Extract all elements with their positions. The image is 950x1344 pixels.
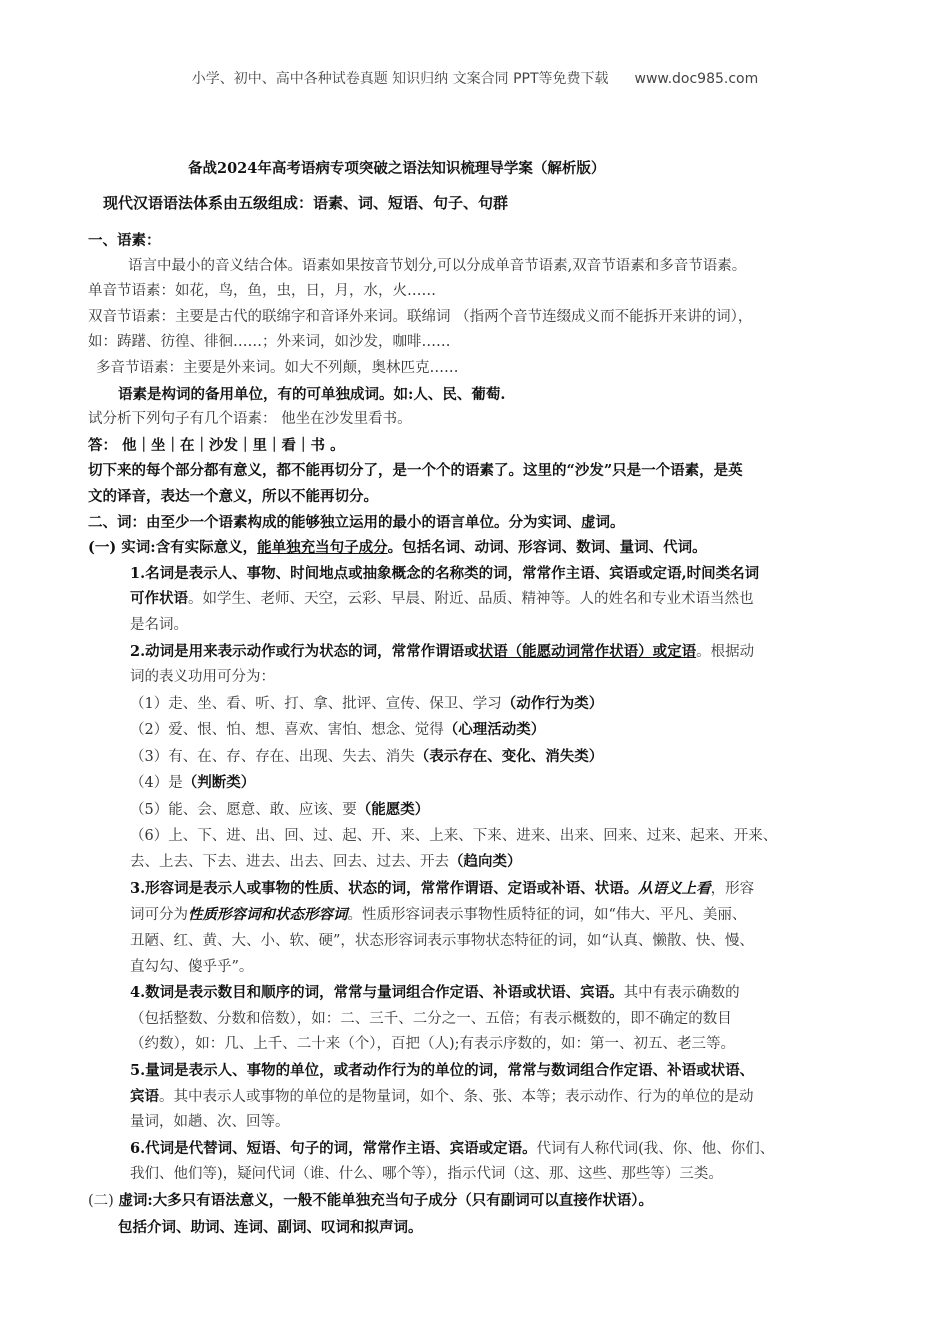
document-subtitle: 现代汉语语法体系由五级组成：语素、词、短语、句子、句群 [103, 194, 509, 212]
numeral-line-2: （包括整数、分数和倍数），如：二、三千、二分之一、五倍；有表示概数的，即不确定的数目 [130, 1010, 732, 1027]
function-word-list: 包括介词、助词、连词、副词、叹词和拟声词。 [118, 1218, 423, 1236]
noun-line-2 [130, 586, 878, 613]
verb-tail: 。根据动 [696, 643, 755, 660]
verb-list-item: （4）是（判断类） [130, 774, 256, 792]
function-word-heading: (二) 虚词:大多只有语法意义，一般不能单独充当句子成分（只有副词可以直接作状语）。 [88, 1191, 654, 1209]
noun-bold-text: 可作状语 [130, 590, 188, 608]
verb-list-item: （1）走、坐、看、听、打、拿、批评、宣传、保卫、学习（动作行为类） [130, 694, 604, 712]
numeral-line-3: （约数），如：几、上千、二十来（个），百把（人);有表示序数的，如：第一、初五、老三等。 [130, 1036, 736, 1053]
numeral-line-1: 4.数词是表示数目和顺序的词，常常与量词组合作定语、补语或状语、宾语。其中有表示确数的 [130, 984, 740, 1002]
header-text: 小学、初中、高中各种试卷真题 知识归纳 文案合同 PPT等免费下载 [191, 71, 609, 87]
adjective-line-4: 直勾勾、傻乎乎”。 [130, 958, 254, 975]
adjective-line-2: 词可分为性质形容词和状态形容词。性质形容词表示事物性质特征的词，如“伟大、平凡、美丽、 [130, 906, 747, 924]
question-text: 试分析下列句子有几个语素： 他坐在沙发里看书。 [88, 411, 412, 428]
morpheme-definition: 语言中最小的音义结合体。语素如果按音节划分,可以分成单音节语素,双音节语素和多音节语素。 [128, 257, 747, 274]
document-title: 备战2024年高考语病专项突破之语法知识梳理导学案（解析版） [188, 160, 606, 177]
pronoun-line-2: 我们、他们等)，疑问代词（谁、什么、哪个等），指示代词（这、那、这些、那些等）三类。 [130, 1166, 723, 1183]
verb-bold-text: 2.动词是用来表示动作或行为状态的词，常常作谓语或 [130, 642, 479, 660]
morpheme-unit-text: 语素是构词的备用单位，有的可单独成词。如:人、民、葡萄. [118, 385, 506, 403]
verb-line-2: 词的表义功用可分为： [130, 669, 275, 686]
di-syllable-text-1: 双音节语素：主要是古代的联绵字和音译外来词。联绵词 （指两个音节连缀成义而不能拆开来讲的词）， [88, 308, 753, 325]
verb-list-item-6a: （6）上、下、进、出、回、过、起、开、来、上来、下来、进来、出来、回来、过来、起来、开来、 [130, 827, 778, 844]
mono-syllable-text: 单音节语素：如花，鸟，鱼，虫，日，月，水，火…… [88, 283, 436, 300]
explanation-line-2: 文的译音，表达一个意义，所以不能再切分。 [88, 487, 378, 505]
content-word-heading [88, 535, 878, 561]
section-heading-word: 二、词：由至少一个语素构成的能够独立运用的最小的语言单位。分为实词、虚词。 [88, 513, 625, 531]
verb-underlined-text: 状语（能愿动词常作状语）或定语 [478, 642, 697, 660]
adjective-line-1: 3.形容词是表示人或事物的性质、状态的词，常常作谓语、定语或补语、状语。从语义上看，形容 [130, 879, 755, 897]
verb-list-item: （5）能、会、愿意、敢、应该、要（能愿类） [130, 801, 430, 819]
section-heading-morpheme: 一、语素： [88, 232, 161, 249]
verb-list-item: （3）有、在、存、存在、出现、失去、消失（表示存在、变化、消失类） [130, 747, 604, 765]
word-class-list [88, 561, 878, 1188]
classifier-line-2: 宾语。其中表示人或事物的单位的是物量词，如个、条、张、本等；表示动作、行为的单位的是动 [130, 1087, 754, 1105]
classifier-line-3: 量词，如趟、次、回等。 [130, 1114, 290, 1131]
di-syllable-text-2: 如：踌躇、彷徨、徘徊……；外来词，如沙发，咖啡…… [88, 334, 451, 351]
noun-line-1: 1.名词是表示人、事物、时间地点或抽象概念的名称类的词，常常作主语、宾语或定语,时间类名词 [130, 564, 760, 582]
explanation-line-1: 切下来的每个部分都有意义，都不能再切分了，是一个个的语素了。这里的“沙发”只是一个语素，是英 [88, 462, 743, 480]
multi-syllable-text: 多音节语素：主要是外来词。如大不列颠，奥林匹克…… [96, 359, 459, 376]
pronoun-line-1: 6.代词是代替词、短语、句子的词，常常作主语、宾语或定语。代词有人称代词(我、你、他、你们、 [130, 1139, 775, 1157]
page-header [0, 68, 950, 88]
document-body [88, 228, 878, 1240]
header-site-link[interactable]: www.doc985.com [634, 71, 759, 87]
noun-line-3: 是名词。 [130, 616, 188, 633]
classifier-line-1: 5.量词是表示人、事物的单位，或者动作行为的单位的词，常常与数词组合作定语、补语或状语、 [130, 1062, 755, 1079]
noun-examples: 。如学生、老师、天空，云彩、早晨、附近、品质、精神等。人的姓名和专业术语当然也 [188, 591, 754, 608]
adjective-line-3: 丑陋、红、黄、大、小、软、硬”，状态形容词表示事物状态特征的词，如“认真、懒散、快、慢、 [130, 933, 754, 950]
content-word-underlined: 能单独充当句子成分 [257, 539, 388, 557]
answer-text: 答： 他｜坐｜在｜沙发｜里｜看｜书 。 [88, 436, 345, 454]
verb-list-item-6b: 去、上去、下去、进去、出去、回去、过去、开去（趋向类） [130, 853, 522, 871]
verb-list-item: （2）爱、恨、怕、想、喜欢、害怕、想念、觉得（心理活动类） [130, 721, 546, 739]
content-word-list: 。包括名词、动词、形容词、数词、量词、代词。 [387, 539, 707, 557]
verb-line-1 [130, 639, 878, 666]
content-word-label: (一) 实词:含有实际意义， [88, 539, 258, 557]
